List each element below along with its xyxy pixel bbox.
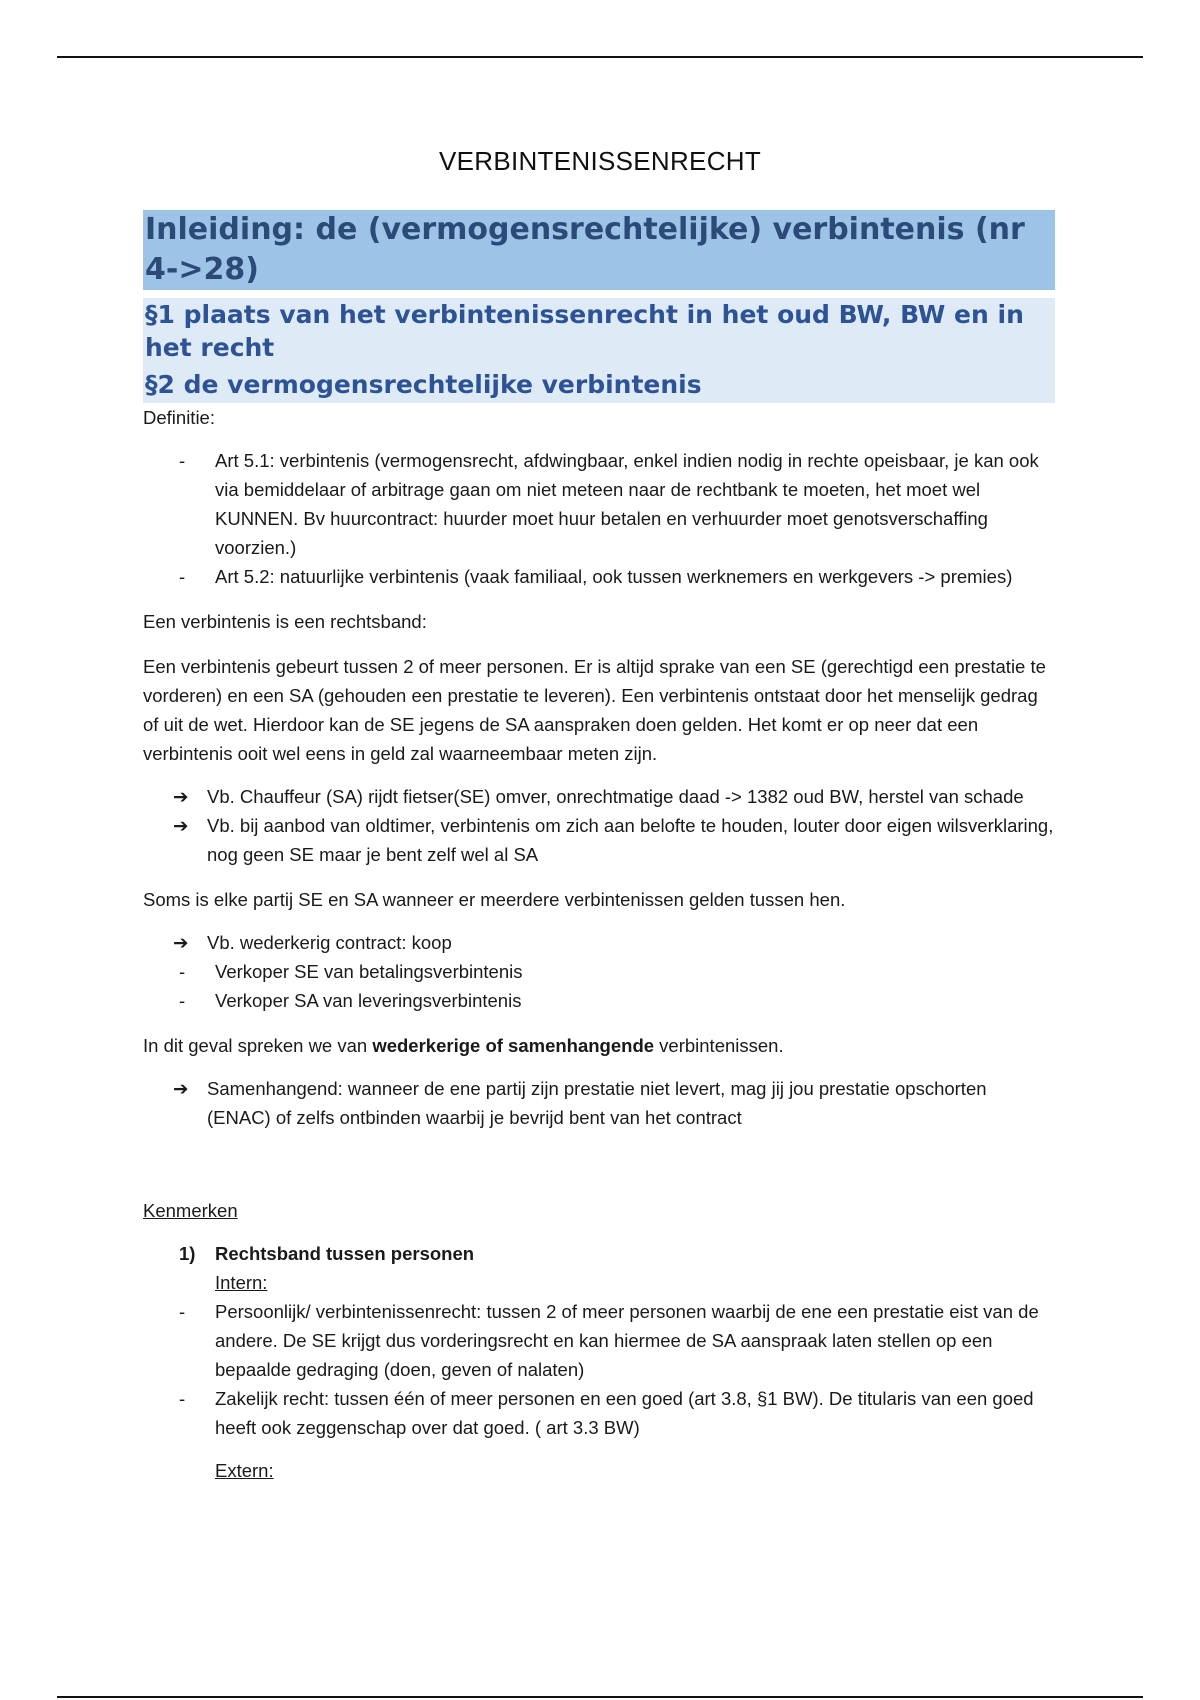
kenmerken-label: Kenmerken [143, 1200, 238, 1221]
list-item: - Art 5.2: natuurlijke verbintenis (vaak familiaal, ook tussen werknemers en werkgevers -> premies) [143, 562, 1055, 591]
list-item: ➔ Vb. bij aanbod van oldtimer, verbintenis om zich aan belofte te houden, louter door eigen wilsverklaring, nog geen SE maar je bent zelf wel al SA [143, 811, 1055, 869]
top-rule [57, 56, 1143, 58]
list-item: ➔ Vb. Chauffeur (SA) rijdt fietser(SE) omver, onrechtmatige daad -> 1382 oud BW, herstel van schade [143, 782, 1055, 811]
dash-bullet: - [179, 450, 186, 471]
document-body [143, 210, 1055, 1485]
dash-bullet: - [179, 961, 186, 982]
rechtsband-intro: Een verbintenis is een rechtsband: [143, 611, 427, 632]
list-item: - Verkoper SE van betalingsverbintenis [143, 957, 1055, 986]
heading-paragraaf-2: §2 de vermogensrechtelijke verbintenis [145, 370, 702, 399]
list-item: - Verkoper SA van leveringsverbintenis [143, 986, 1055, 1015]
spreken-paragraph: In dit geval spreken we van wederkerige of samenhangende verbintenissen. [143, 1035, 784, 1056]
list-item: - Zakelijk recht: tussen één of meer personen en een goed (art 3.8, §1 BW). De titularis van een goed heeft ook zeggenschap over dat goed. ( art 3.3 BW) [143, 1384, 1055, 1442]
list-item [143, 1239, 1055, 1268]
dash-bullet: - [179, 566, 186, 587]
arrow-icon: ➔ [173, 932, 189, 953]
section-headings [143, 298, 1055, 403]
document-title: VERBINTENISSENRECHT [438, 146, 762, 176]
arrow-icon: ➔ [173, 1078, 189, 1099]
dash-bullet: - [179, 990, 186, 1011]
arrow-icon: ➔ [173, 815, 189, 836]
samenhangend-list [143, 1074, 1055, 1132]
definitie-list [143, 446, 1055, 591]
extern-label: Extern: [215, 1460, 274, 1481]
wederkerig-example [143, 928, 1055, 957]
wederkerig-list [143, 957, 1055, 1015]
list-item: ➔ Samenhangend: wanneer de ene partij zijn prestatie niet levert, mag jij jou prestatie opschorten (ENAC) of zelfs ontbinden waarbij je bevrijd bent van het contract [143, 1074, 1055, 1132]
voorbeelden-list [143, 782, 1055, 869]
kenmerken-list [143, 1239, 1055, 1268]
intern-label: Intern: [215, 1272, 268, 1293]
kenmerk-title: Rechtsband tussen personen [215, 1243, 475, 1264]
list-item: - Art 5.1: verbintenis (vermogensrecht, afdwingbaar, enkel indien nodig in rechte opeisbaar, je kan ook via bemiddelaar of arbitrage gaan om niet meteen naar de rechtbank te moeten, het moet wel KUNNEN. Bv huurcontract: huurder moet huur betalen en verhuurder moet genotsverschaffing voorzien.) [143, 446, 1055, 562]
list-item: - Persoonlijk/ verbintenissenrecht: tussen 2 of meer personen waarbij de ene een prestatie eist van de andere. De SE krijgt dus vorderingsrecht en kan hiermee de SA aanspraak laten stellen op een bepaalde gedraging (doen, geven of nalaten) [143, 1297, 1055, 1384]
list-number: 1) [179, 1243, 196, 1264]
wederkerige-term: wederkerige of samenhangende [372, 1035, 655, 1056]
rechtsband-paragraph: Een verbintenis gebeurt tussen 2 of meer personen. Er is altijd sprake van een SE (gerechtigd een prestatie te vorderen) en een SA (gehouden een prestatie te leveren). Een verbintenis ontstaat door het menselijk gedrag of uit de wet. Hierdoor kan de SE jegens de SA aanspraken doen gelden. Het komt er op neer dat een verbintenis ooit wel eens in geld zal waarneembaar meten zijn. [143, 656, 1046, 764]
heading-paragraaf-1: §1 plaats van het verbintenissenrecht in het oud BW, BW en in het recht [145, 300, 1024, 362]
bottom-rule [57, 1696, 1143, 1698]
list-item: ➔ Vb. wederkerig contract: koop [143, 928, 1055, 957]
definitie-label: Definitie: [143, 407, 215, 428]
soms-paragraph: Soms is elke partij SE en SA wanneer er meerdere verbintenissen gelden tussen hen. [143, 889, 846, 910]
arrow-icon: ➔ [173, 786, 189, 807]
heading-inleiding: Inleiding: de (vermogensrechtelijke) verbintenis (nr 4->28) [143, 210, 1055, 290]
dash-bullet: - [179, 1301, 186, 1322]
intern-list [143, 1297, 1055, 1442]
dash-bullet: - [179, 1388, 186, 1409]
